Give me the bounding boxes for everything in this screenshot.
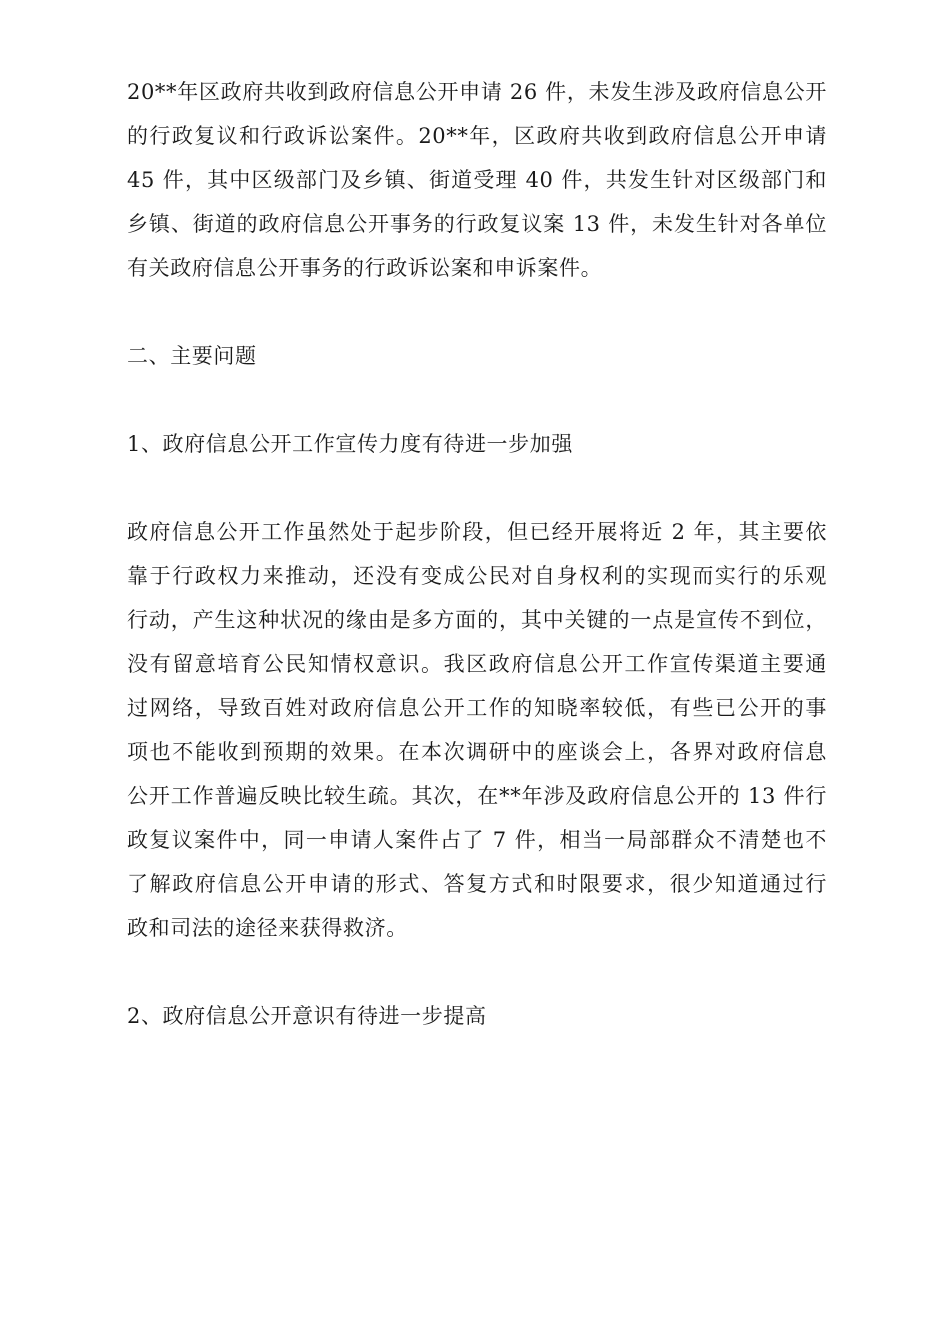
document-body — [127, 70, 827, 1082]
paragraph-publicity-detail — [127, 510, 827, 950]
text-line: 了解政府信息公开申请的形式、答复方式和时限要求，很少知道通过行 — [127, 872, 827, 896]
text-line: 的行政复议和行政诉讼案件。20**年，区政府共收到政府信息公开申请 — [127, 124, 827, 148]
text-line: 靠于行政权力来推动，还没有变成公民对自身权利的实现而实行的乐观 — [127, 564, 827, 588]
section-heading-main-problems: 二、主要问题 — [127, 344, 257, 368]
paragraph-application-stats — [127, 70, 827, 290]
text-line: 公开工作普遍反映比较生疏。其次，在**年涉及政府信息公开的 13 件行 — [127, 784, 827, 808]
text-line: 项也不能收到预期的效果。在本次调研中的座谈会上，各界对政府信息 — [127, 740, 827, 764]
text-line: 政府信息公开工作虽然处于起步阶段，但已经开展将近 2 年，其主要依 — [127, 520, 827, 544]
text-line: 政复议案件中，同一申请人案件占了 7 件，相当一局部群众不清楚也不 — [127, 828, 827, 852]
subheading-awareness: 2、政府信息公开意识有待进一步提高 — [127, 1004, 487, 1028]
text-line: 乡镇、街道的政府信息公开事务的行政复议案 13 件，未发生针对各单位 — [127, 212, 827, 236]
text-line: 有关政府信息公开事务的行政诉讼案和申诉案件。 — [127, 256, 603, 280]
text-line: 没有留意培育公民知情权意识。我区政府信息公开工作宣传渠道主要通 — [127, 652, 827, 676]
text-line: 45 件，其中区级部门及乡镇、街道受理 40 件，共发生针对区级部门和 — [127, 168, 827, 192]
text-line: 行动，产生这种状况的缘由是多方面的，其中关键的一点是宣传不到位， — [127, 608, 827, 632]
text-line: 20**年区政府共收到政府信息公开申请 26 件，未发生涉及政府信息公开 — [127, 80, 827, 104]
text-line: 政和司法的途径来获得救济。 — [127, 916, 408, 940]
text-line: 过网络，导致百姓对政府信息公开工作的知晓率较低，有些已公开的事 — [127, 696, 827, 720]
subheading-publicity: 1、政府信息公开工作宣传力度有待进一步加强 — [127, 432, 573, 456]
